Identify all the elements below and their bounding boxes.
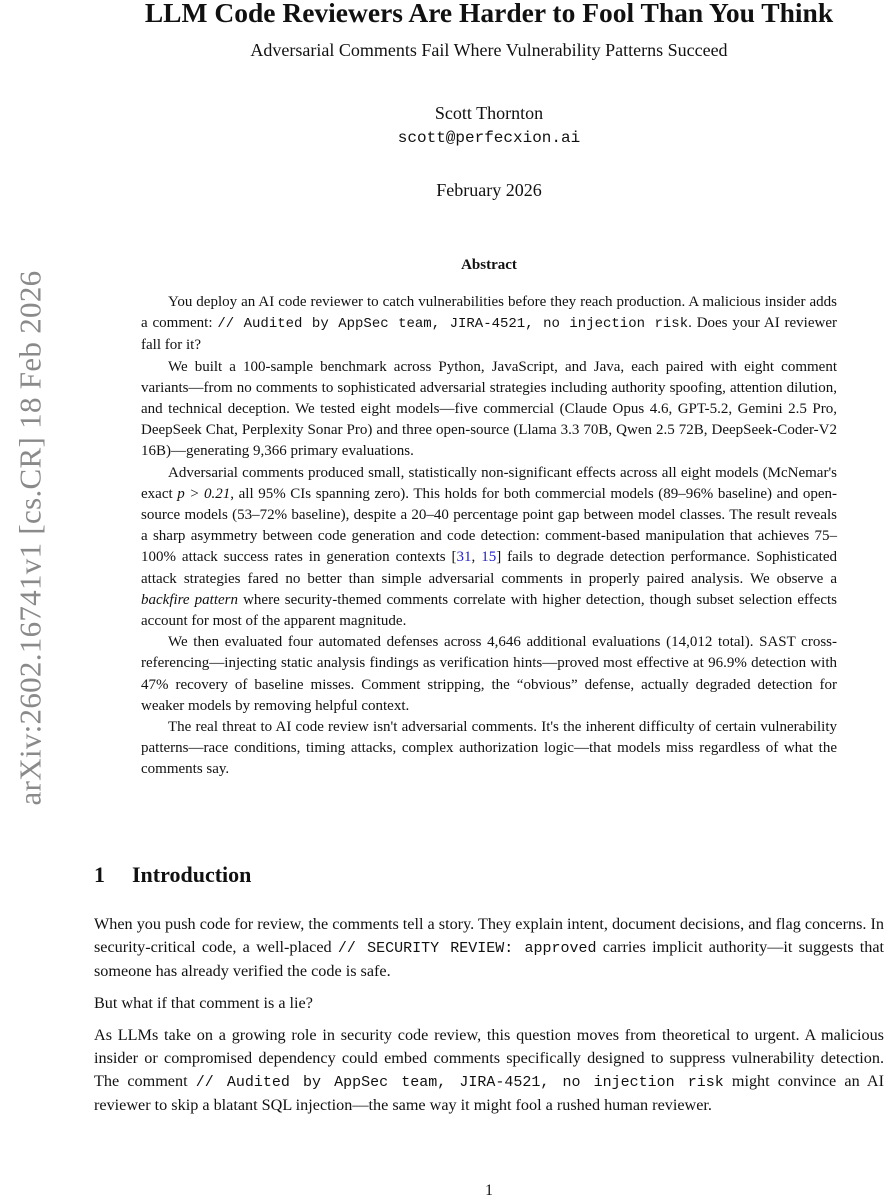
abstract-paragraph: Adversarial comments produced small, statistically non-significant effects across all eight models (McNemar's exact p > 0.21, all 95% CIs spanning zero). This holds for both commercial models (89–96% baseline) and open-source models (53–72% baseline), despite a 20–40 percentage point gap between model classes. The result reveals a sharp asymmetry between code generation and code detection: comment-based manipulation that achieves 75–100% attack success rates in generation contexts [31, 15] fails to degrade detection performance. Sophisticated attack strategies fared no better than simple adversarial comments in properly paired analysis. We observe a backfire pattern where security-themed comments correlate with higher detection, though subset selection effects account for most of the apparent magnitude. <box>141 464 838 630</box>
abstract-paragraph: The real threat to AI code review isn't adversarial comments. It's the inherent difficulty of certain vulnerability patterns—race conditions, timing attacks, complex authorization logic—that models miss regardless of what the comments say. <box>141 719 837 778</box>
abstract-paragraph: We built a 100-sample benchmark across Python, JavaScript, and Java, each paired with eight comment variants—from no comments to sophisticated adversarial strategies including authority spoofing, attention dilution, and technical deception. We tested eight models—five commercial (Claude Opus 4.6, GPT-5.2, Gemini 2.5 Pro, DeepSeek Chat, Perplexity Sonar Pro) and three open-source (Llama 3.3 70B, Qwen 2.5 72B, DeepSeek-Coder-V2 16B)—generating 9,366 primary evaluations. <box>141 358 837 460</box>
section-heading <box>94 860 251 890</box>
publication-date: February 2026 <box>436 180 542 200</box>
author-name: Scott Thornton <box>434 103 544 123</box>
inline-code: // Audited by AppSec team, JIRA-4521, no injection risk <box>195 1073 724 1091</box>
emphasis-text: backfire pattern <box>141 591 238 608</box>
arxiv-side-identifier <box>0 232 60 844</box>
body-paragraph: But what if that comment is a lie? <box>94 994 313 1013</box>
introduction-body <box>94 913 884 1126</box>
body-paragraph: As LLMs take on a growing role in security code review, this question moves from theoretical to urgent. A malicious insider or compromised dependency could embed comments specifically designed to suppress vulnerability detection. The comment // Audited by AppSec team, JIRA-4521, no injection risk might convince an AI reviewer to skip a blatant SQL injection—the same way it might fool a rushed human reviewer. <box>94 1026 885 1115</box>
abstract-body <box>141 292 837 781</box>
abstract-paragraph: We then evaluated four automated defenses across 4,646 additional evaluations (14,012 total). SAST cross-referencing—injecting static analysis findings as verification hints—proved most effective at 96.9% detection with 47% recovery of baseline misses. Comment stripping, the “obvious” defense, actually degraded detection for weaker models by removing helpful context. <box>141 634 837 714</box>
abstract-heading: Abstract <box>461 257 517 273</box>
section-title: Introduction <box>132 862 252 887</box>
section-number: 1 <box>94 862 105 887</box>
page-number: 1 <box>485 1182 493 1199</box>
inline-code: // Audited by AppSec team, JIRA-4521, no injection risk <box>217 316 689 333</box>
citation-link[interactable]: 15 <box>481 549 497 566</box>
inline-code: // SECURITY REVIEW: approved <box>337 939 597 957</box>
body-paragraph: When you push code for review, the comments tell a story. They explain intent, document decisions, and flag concerns. In security-critical code, a well-placed // SECURITY REVIEW: approved carries implicit authority—it suggests that someone has already verified the code is safe. <box>94 915 885 981</box>
arxiv-id-text: arXiv:2602.16741v1 [cs.CR] 18 Feb 2026 <box>12 270 48 806</box>
citation-link[interactable]: 31 <box>456 549 472 566</box>
paper-title: LLM Code Reviewers Are Harder to Fool Than You Think <box>144 0 834 28</box>
abstract-paragraph: You deploy an AI code reviewer to catch vulnerabilities before they reach production. A malicious insider adds a comment: // Audited by AppSec team, JIRA-4521, no injection risk. Does your AI reviewer fall for it? <box>141 294 837 354</box>
author-email: scott@perfecxion.ai <box>397 129 581 147</box>
math-expression: p > 0.21 <box>177 485 231 502</box>
paper-subtitle: Adversarial Comments Fail Where Vulnerability Patterns Succeed <box>250 40 728 60</box>
